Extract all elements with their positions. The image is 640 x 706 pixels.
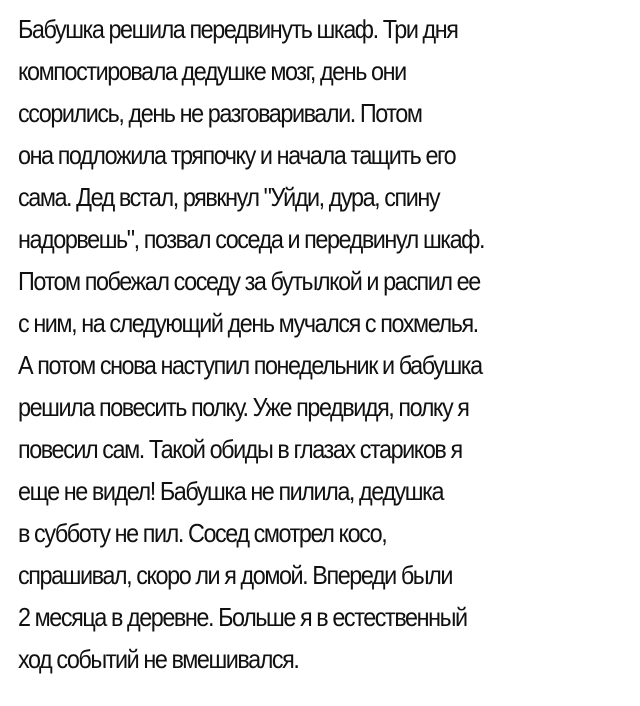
- story-line-10: решила повесить полку. Уже предвидя, полку я: [18, 392, 469, 422]
- story-line-14: спрашивал, скоро ли я домой. Впереди были: [18, 560, 453, 590]
- story-line-16: ход событий не вмешивался.: [18, 644, 299, 674]
- story-line-9: А потом снова наступил понедельник и бабушка: [18, 350, 482, 380]
- story-line-6: надорвешь", позвал соседа и передвинул шкаф.: [18, 224, 485, 254]
- story-line-13: в субботу не пил. Сосед смотрел косо,: [18, 518, 387, 548]
- story-line-1: Бабушка решила передвинуть шкаф. Три дня: [18, 14, 458, 44]
- story-line-5: сама. Дед встал, рявкнул "Уйди, дура, спину: [18, 182, 440, 212]
- story-line-15: 2 месяца в деревне. Больше я в естественный: [18, 602, 467, 632]
- story-line-8: с ним, на следующий день мучался с похмелья.: [18, 308, 478, 338]
- story-text-block: [18, 8, 632, 680]
- story-line-3: ссорились, день не разговаривали. Потом: [18, 98, 422, 128]
- story-line-12: еще не видел! Бабушка не пилила, дедушка: [18, 476, 444, 506]
- story-line-4: она подложила тряпочку и начала тащить его: [18, 140, 456, 170]
- story-line-2: компостировала дедушке мозг, день они: [18, 56, 406, 86]
- story-line-11: повесил сам. Такой обиды в глазах стариков я: [18, 434, 462, 464]
- story-line-7: Потом побежал соседу за бутылкой и распил ее: [18, 266, 480, 296]
